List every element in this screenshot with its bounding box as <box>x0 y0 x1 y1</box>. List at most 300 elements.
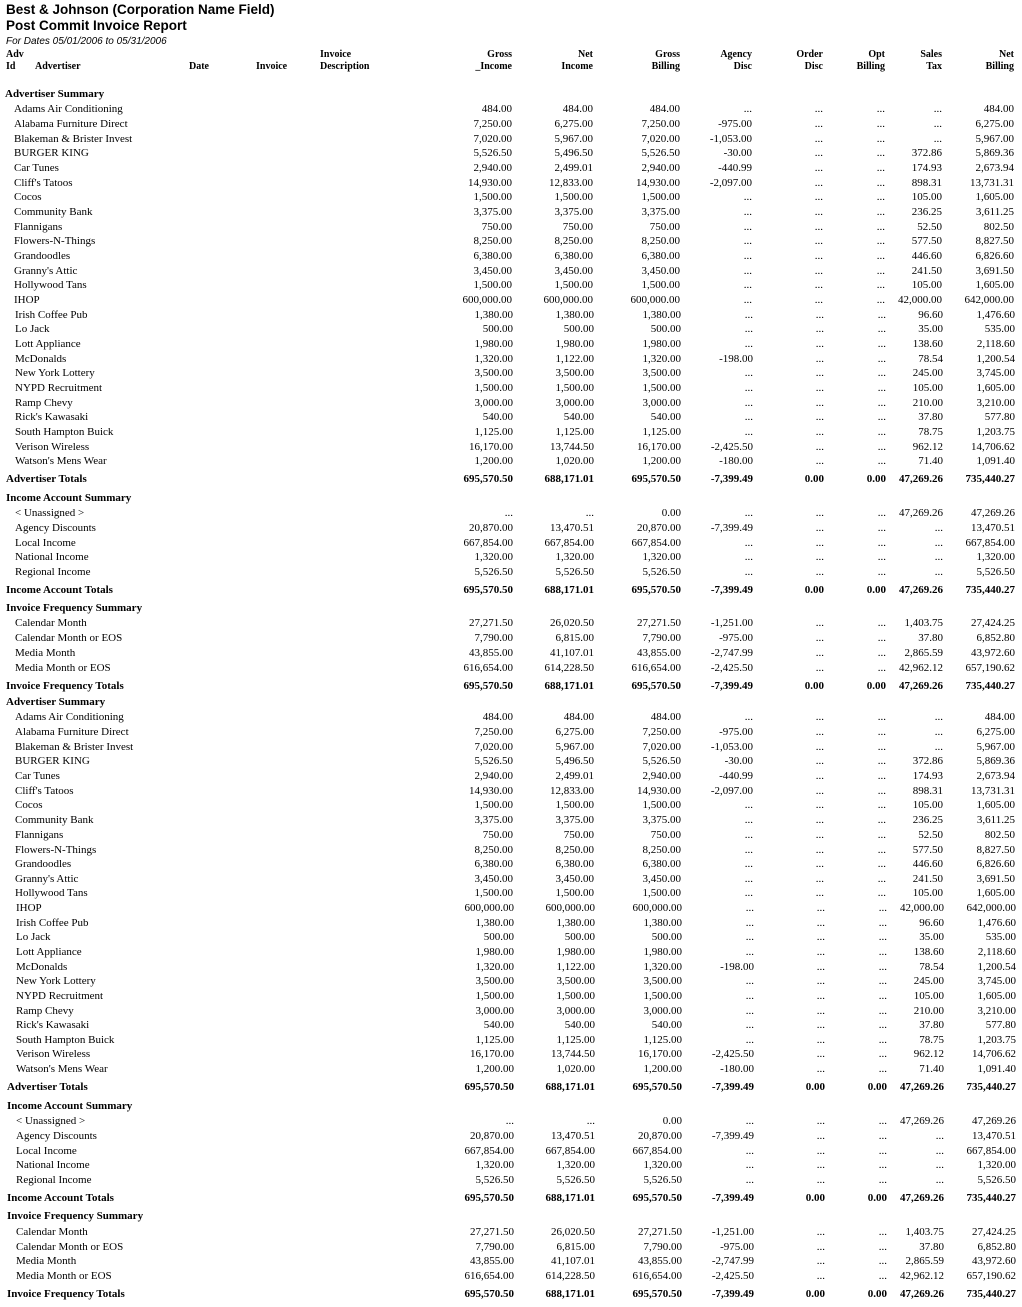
cell-net-billing: 1,605.00 <box>976 887 1015 899</box>
cell-net-income: 688,171.01 <box>544 584 594 596</box>
cell-sales-tax: 1,403.75 <box>905 1226 944 1238</box>
report-row <box>0 916 1022 930</box>
cell-opt-billing: ... <box>877 814 886 826</box>
row-label: Invoice Frequency Totals <box>7 1288 125 1300</box>
cell-gross-billing: 16,170.00 <box>638 1048 682 1060</box>
cell-order-disc: ... <box>815 814 824 826</box>
cell-opt-billing: ... <box>877 323 886 335</box>
cell-gross-billing: 3,500.00 <box>642 367 681 379</box>
cell-gross-billing: 1,320.00 <box>643 1159 682 1171</box>
report-row <box>0 440 1022 454</box>
cell-gross-income: 7,250.00 <box>474 726 513 738</box>
cell-sales-tax: 236.25 <box>911 206 942 218</box>
cell-net-billing: 484.00 <box>983 103 1014 115</box>
cell-net-billing: 27,424.25 <box>972 1226 1016 1238</box>
cell-net-income: 1,125.00 <box>555 426 594 438</box>
section-heading <box>0 491 1022 505</box>
cell-sales-tax: 47,269.26 <box>899 507 943 519</box>
cell-agency-disc: ... <box>745 946 754 958</box>
report-row <box>0 337 1022 351</box>
report-row <box>0 1004 1022 1018</box>
report-row <box>0 1129 1022 1143</box>
cell-agency-disc: -198.00 <box>719 353 753 365</box>
row-label: Lott Appliance <box>16 946 82 958</box>
cell-agency-disc: ... <box>745 902 754 914</box>
report-row <box>0 1269 1022 1283</box>
cell-gross-billing: 695,570.50 <box>631 584 681 596</box>
cell-opt-billing: ... <box>876 103 885 115</box>
cell-gross-billing: 1,380.00 <box>642 309 681 321</box>
cell-order-disc: ... <box>816 1270 825 1282</box>
cell-agency-disc: -440.99 <box>719 770 753 782</box>
report-row <box>0 1033 1022 1047</box>
cell-net-billing: 1,200.54 <box>976 353 1015 365</box>
row-label: Rick's Kawasaki <box>15 411 89 423</box>
row-label: Invoice Frequency Totals <box>6 680 124 692</box>
cell-agency-disc: -975.00 <box>718 118 752 130</box>
cell-agency-disc: -2,425.50 <box>711 1270 754 1282</box>
cell-opt-billing: ... <box>877 522 886 534</box>
row-label: IHOP <box>16 902 42 914</box>
cell-opt-billing: ... <box>878 931 887 943</box>
cell-opt-billing: ... <box>876 147 885 159</box>
cell-sales-tax: 105.00 <box>912 887 943 899</box>
row-label: Media Month or EOS <box>16 1270 112 1282</box>
report-row <box>0 536 1022 550</box>
row-label: Car Tunes <box>14 162 59 174</box>
cell-net-billing: 1,200.54 <box>977 961 1016 973</box>
cell-order-disc: ... <box>815 323 824 335</box>
cell-gross-income: 5,526.50 <box>474 755 513 767</box>
cell-net-income: ... <box>585 507 594 519</box>
cell-opt-billing: ... <box>876 133 885 145</box>
cell-order-disc: ... <box>816 1159 825 1171</box>
cell-gross-income: 3,000.00 <box>474 397 513 409</box>
cell-gross-income: 1,125.00 <box>474 426 513 438</box>
row-label: Media Month or EOS <box>15 662 111 674</box>
report-row <box>0 521 1022 535</box>
cell-gross-income: ... <box>505 1115 514 1127</box>
cell-agency-disc: -180.00 <box>719 455 753 467</box>
cell-sales-tax: ... <box>934 566 943 578</box>
cell-gross-billing: 1,500.00 <box>641 191 680 203</box>
report-row <box>0 843 1022 857</box>
cell-net-income: 12,833.00 <box>550 785 594 797</box>
cell-sales-tax: 105.00 <box>913 990 944 1002</box>
cell-agency-disc: -7,399.49 <box>711 1130 754 1142</box>
cell-sales-tax: 42,962.12 <box>899 662 943 674</box>
cell-gross-billing: 1,320.00 <box>643 961 682 973</box>
cell-gross-income: 1,980.00 <box>475 946 514 958</box>
cell-gross-billing: 5,526.50 <box>642 566 681 578</box>
cell-net-income: 667,854.00 <box>545 1145 595 1157</box>
cell-opt-billing: ... <box>878 1255 887 1267</box>
cell-net-billing: 5,967.00 <box>975 133 1014 145</box>
cell-net-income: 688,171.01 <box>544 473 594 485</box>
cell-opt-billing: ... <box>878 946 887 958</box>
cell-net-income: 6,275.00 <box>554 118 593 130</box>
cell-order-disc: ... <box>814 279 823 291</box>
section-title: Advertiser Summary <box>6 696 106 708</box>
report-row <box>0 322 1022 336</box>
cell-gross-income: 1,500.00 <box>474 382 513 394</box>
cell-opt-billing: ... <box>878 1241 887 1253</box>
cell-net-billing: 6,852.80 <box>976 632 1015 644</box>
cell-gross-income: 1,500.00 <box>473 279 512 291</box>
cell-agency-disc: -440.99 <box>718 162 752 174</box>
cell-opt-billing: ... <box>876 279 885 291</box>
cell-order-disc: ... <box>815 858 824 870</box>
cell-sales-tax: 78.54 <box>918 353 943 365</box>
report-row <box>0 249 1022 263</box>
report-row <box>0 506 1022 520</box>
cell-agency-disc: ... <box>745 975 754 987</box>
cell-gross-income: 16,170.00 <box>470 1048 514 1060</box>
row-label: Lo Jack <box>15 323 50 335</box>
cell-gross-income: 14,930.00 <box>469 785 513 797</box>
cell-gross-income: 6,380.00 <box>474 858 513 870</box>
cell-agency-disc: -7,399.49 <box>710 473 753 485</box>
cell-net-income: 1,500.00 <box>555 799 594 811</box>
row-label: BURGER KING <box>15 755 90 767</box>
report-row <box>0 960 1022 974</box>
cell-order-disc: ... <box>815 522 824 534</box>
cell-net-billing: 5,526.50 <box>977 1174 1016 1186</box>
cell-order-disc: ... <box>816 1145 825 1157</box>
cell-net-income: 3,000.00 <box>555 397 594 409</box>
cell-order-disc: ... <box>816 990 825 1002</box>
cell-net-billing: 1,203.75 <box>976 426 1015 438</box>
row-label: Grandoodles <box>14 250 71 262</box>
cell-net-income: 1,500.00 <box>554 191 593 203</box>
cell-net-billing: 802.50 <box>984 829 1015 841</box>
row-label: Media Month <box>15 647 76 659</box>
row-label: Watson's Mens Wear <box>16 1063 108 1075</box>
col-description-label-1: Invoice <box>320 49 352 60</box>
row-label: Local Income <box>15 537 76 549</box>
cell-gross-billing: 750.00 <box>650 829 681 841</box>
cell-gross-billing: 27,271.50 <box>638 1226 682 1238</box>
cell-gross-income: 1,500.00 <box>475 990 514 1002</box>
cell-gross-income: 3,375.00 <box>474 814 513 826</box>
cell-net-income: 12,833.00 <box>549 177 593 189</box>
cell-net-billing: 13,470.51 <box>971 522 1015 534</box>
cell-gross-billing: 7,790.00 <box>642 632 681 644</box>
cell-sales-tax: 245.00 <box>912 367 943 379</box>
cell-net-billing: 667,854.00 <box>965 537 1015 549</box>
cell-net-income: 3,450.00 <box>555 873 594 885</box>
cell-gross-billing: 2,940.00 <box>642 770 681 782</box>
cell-opt-billing: ... <box>877 829 886 841</box>
cell-net-income: 500.00 <box>563 323 594 335</box>
cell-gross-income: 1,380.00 <box>474 309 513 321</box>
cell-order-disc: ... <box>814 250 823 262</box>
cell-net-billing: 3,745.00 <box>976 367 1015 379</box>
row-label: NYPD Recruitment <box>16 990 104 1002</box>
section-title: Advertiser Summary <box>5 88 105 100</box>
cell-order-disc: ... <box>815 338 824 350</box>
cell-order-disc: ... <box>815 617 824 629</box>
cell-opt-billing: ... <box>878 961 887 973</box>
cell-opt-billing: ... <box>877 844 886 856</box>
cell-order-disc: ... <box>815 844 824 856</box>
cell-net-income: 1,320.00 <box>556 1159 595 1171</box>
report-row <box>0 1254 1022 1268</box>
cell-net-billing: 1,320.00 <box>977 1159 1016 1171</box>
cell-gross-income: 3,450.00 <box>474 873 513 885</box>
cell-opt-billing: ... <box>877 551 886 563</box>
cell-net-billing: 3,210.00 <box>976 397 1015 409</box>
cell-sales-tax: 37.80 <box>918 632 943 644</box>
cell-gross-billing: 1,500.00 <box>642 382 681 394</box>
cell-net-billing: 2,673.94 <box>976 770 1015 782</box>
cell-order-disc: ... <box>815 770 824 782</box>
cell-net-income: 6,815.00 <box>555 632 594 644</box>
cell-net-billing: 2,673.94 <box>975 162 1014 174</box>
report-row <box>0 1114 1022 1128</box>
cell-sales-tax: 105.00 <box>911 191 942 203</box>
cell-net-billing: 735,440.27 <box>966 1081 1016 1093</box>
report-row <box>0 176 1022 190</box>
cell-gross-billing: 8,250.00 <box>642 844 681 856</box>
row-label: Advertiser Totals <box>7 1081 88 1093</box>
cell-sales-tax: ... <box>934 537 943 549</box>
cell-gross-income: 8,250.00 <box>474 844 513 856</box>
report-row <box>0 205 1022 219</box>
row-label: Agency Discounts <box>15 522 96 534</box>
cell-gross-billing: 1,980.00 <box>642 338 681 350</box>
cell-sales-tax: 174.93 <box>911 162 942 174</box>
cell-agency-disc: ... <box>744 397 753 409</box>
cell-agency-disc: ... <box>743 279 752 291</box>
cell-order-disc: ... <box>815 566 824 578</box>
cell-gross-billing: 5,526.50 <box>643 1174 682 1186</box>
cell-sales-tax: 105.00 <box>912 799 943 811</box>
cell-net-income: 1,500.00 <box>554 279 593 291</box>
row-label: Hollywood Tans <box>15 887 88 899</box>
cell-opt-billing: ... <box>877 799 886 811</box>
cell-opt-billing: 0.00 <box>866 473 886 485</box>
cell-opt-billing: ... <box>876 191 885 203</box>
cell-opt-billing: ... <box>877 507 886 519</box>
cell-gross-billing: 7,020.00 <box>641 133 680 145</box>
cell-gross-billing: 16,170.00 <box>637 441 681 453</box>
cell-opt-billing: 0.00 <box>866 680 886 692</box>
row-label: Cocos <box>15 799 43 811</box>
cell-opt-billing: ... <box>877 338 886 350</box>
cell-net-income: 540.00 <box>564 1019 595 1031</box>
cell-gross-billing: 7,790.00 <box>643 1241 682 1253</box>
cell-agency-disc: ... <box>744 323 753 335</box>
cell-net-income: 5,967.00 <box>554 133 593 145</box>
cell-net-income: 13,470.51 <box>550 522 594 534</box>
cell-net-billing: 27,424.25 <box>971 617 1015 629</box>
cell-gross-income: 1,500.00 <box>474 887 513 899</box>
cell-order-disc: ... <box>816 1048 825 1060</box>
row-label: Cliff's Tatoos <box>14 177 73 189</box>
cell-net-income: 1,125.00 <box>556 1034 595 1046</box>
cell-agency-disc: ... <box>743 206 752 218</box>
row-label: Calendar Month or EOS <box>16 1241 124 1253</box>
cell-order-disc: ... <box>814 191 823 203</box>
cell-sales-tax: ... <box>933 118 942 130</box>
cell-agency-disc: ... <box>744 814 753 826</box>
cell-order-disc: ... <box>815 741 824 753</box>
cell-net-billing: 667,854.00 <box>966 1145 1016 1157</box>
section-heading <box>0 1099 1022 1113</box>
cell-sales-tax: 245.00 <box>913 975 944 987</box>
row-label: Flowers-N-Things <box>14 235 96 247</box>
cell-net-billing: 1,320.00 <box>976 551 1015 563</box>
row-label: Verison Wireless <box>16 1048 91 1060</box>
cell-gross-income: 43,855.00 <box>470 1255 514 1267</box>
cell-opt-billing: ... <box>876 294 885 306</box>
cell-order-disc: ... <box>815 647 824 659</box>
cell-opt-billing: ... <box>877 785 886 797</box>
report-row <box>0 740 1022 754</box>
cell-agency-disc: ... <box>745 1005 754 1017</box>
row-label: Hollywood Tans <box>14 279 87 291</box>
cell-opt-billing: ... <box>877 353 886 365</box>
cell-sales-tax: 446.60 <box>911 250 942 262</box>
cell-net-income: 3,375.00 <box>555 814 594 826</box>
cell-agency-disc: ... <box>745 1115 754 1127</box>
cell-gross-income: 616,654.00 <box>464 1270 514 1282</box>
cell-opt-billing: ... <box>876 177 885 189</box>
cell-agency-disc: ... <box>744 887 753 899</box>
cell-sales-tax: 37.80 <box>919 1019 944 1031</box>
cell-sales-tax: ... <box>934 551 943 563</box>
cell-net-billing: 3,210.00 <box>977 1005 1016 1017</box>
cell-net-billing: 47,269.26 <box>971 507 1015 519</box>
cell-gross-billing: 14,930.00 <box>636 177 680 189</box>
cell-opt-billing: ... <box>876 235 885 247</box>
cell-order-disc: ... <box>816 1255 825 1267</box>
cell-order-disc: ... <box>815 382 824 394</box>
cell-opt-billing: ... <box>876 250 885 262</box>
cell-gross-income: 750.00 <box>482 829 513 841</box>
cell-order-disc: ... <box>816 917 825 929</box>
cell-gross-billing: 20,870.00 <box>637 522 681 534</box>
cell-sales-tax: 47,269.26 <box>899 584 943 596</box>
cell-gross-income: 1,320.00 <box>474 551 513 563</box>
cell-net-income: 2,499.01 <box>554 162 593 174</box>
cell-net-income: 1,380.00 <box>555 309 594 321</box>
cell-order-disc: ... <box>815 309 824 321</box>
cell-sales-tax: 35.00 <box>918 323 943 335</box>
cell-sales-tax: 78.75 <box>918 426 943 438</box>
cell-opt-billing: ... <box>877 426 886 438</box>
cell-gross-income: 14,930.00 <box>468 177 512 189</box>
cell-opt-billing: ... <box>877 770 886 782</box>
cell-opt-billing: 0.00 <box>867 1192 887 1204</box>
cell-opt-billing: ... <box>876 265 885 277</box>
cell-net-billing: 642,000.00 <box>966 902 1016 914</box>
cell-gross-billing: 1,500.00 <box>642 887 681 899</box>
cell-gross-income: 5,526.50 <box>473 147 512 159</box>
cell-sales-tax: 138.60 <box>913 946 944 958</box>
section-heading <box>0 601 1022 615</box>
report-row <box>0 828 1022 842</box>
cell-net-billing: 3,611.25 <box>975 206 1014 218</box>
cell-gross-billing: 695,570.50 <box>632 1081 682 1093</box>
report-row <box>0 1225 1022 1239</box>
cell-agency-disc: ... <box>744 873 753 885</box>
cell-net-income: 614,228.50 <box>545 1270 595 1282</box>
totals-row <box>0 1191 1022 1205</box>
report-row <box>0 190 1022 204</box>
cell-opt-billing: ... <box>878 1048 887 1060</box>
cell-agency-disc: ... <box>744 858 753 870</box>
cell-opt-billing: ... <box>878 1270 887 1282</box>
cell-order-disc: ... <box>814 235 823 247</box>
cell-gross-billing: 43,855.00 <box>637 647 681 659</box>
cell-gross-income: 695,570.50 <box>463 584 513 596</box>
row-label: New York Lottery <box>15 367 95 379</box>
cell-order-disc: ... <box>814 147 823 159</box>
report-row <box>0 616 1022 630</box>
cell-gross-income: 3,000.00 <box>475 1005 514 1017</box>
cell-net-income: 1,500.00 <box>555 887 594 899</box>
col-invoice-label: Invoice <box>256 61 288 72</box>
cell-gross-income: 667,854.00 <box>463 537 513 549</box>
cell-net-income: 41,107.01 <box>550 647 594 659</box>
cell-opt-billing: ... <box>878 1145 887 1157</box>
row-label: Rick's Kawasaki <box>16 1019 90 1031</box>
cell-agency-disc: -975.00 <box>720 1241 754 1253</box>
cell-sales-tax: 210.00 <box>912 397 943 409</box>
cell-gross-income: 500.00 <box>482 323 513 335</box>
row-label: Income Account Totals <box>6 584 113 596</box>
report-row <box>0 1144 1022 1158</box>
cell-sales-tax: 47,269.26 <box>900 1115 944 1127</box>
cell-gross-billing: 3,375.00 <box>642 814 681 826</box>
cell-agency-disc: ... <box>744 411 753 423</box>
cell-order-disc: ... <box>815 829 824 841</box>
row-label: Calendar Month <box>16 1226 88 1238</box>
cell-gross-billing: 1,500.00 <box>643 990 682 1002</box>
row-label: Lott Appliance <box>15 338 81 350</box>
cell-net-billing: 6,826.60 <box>976 858 1015 870</box>
cell-sales-tax: ... <box>935 1174 944 1186</box>
row-label: NYPD Recruitment <box>15 382 103 394</box>
cell-agency-disc: -7,399.49 <box>710 584 753 596</box>
cell-agency-disc: -975.00 <box>719 632 753 644</box>
row-label: Alabama Furniture Direct <box>14 118 128 130</box>
section-title: Income Account Summary <box>6 492 132 504</box>
row-label: Grandoodles <box>15 858 72 870</box>
row-label: Flannigans <box>14 221 63 233</box>
cell-net-income: 667,854.00 <box>544 537 594 549</box>
cell-gross-income: 1,500.00 <box>473 191 512 203</box>
cell-net-income: 1,380.00 <box>556 917 595 929</box>
report-row <box>0 901 1022 915</box>
cell-net-income: 1,980.00 <box>555 338 594 350</box>
cell-opt-billing: ... <box>877 755 886 767</box>
cell-gross-income: 8,250.00 <box>473 235 512 247</box>
cell-order-disc: ... <box>814 265 823 277</box>
cell-order-disc: ... <box>815 755 824 767</box>
col-gross-billing-label-1: Gross <box>655 49 680 60</box>
cell-gross-billing: 616,654.00 <box>631 662 681 674</box>
cell-net-income: 500.00 <box>564 931 595 943</box>
cell-opt-billing: ... <box>877 397 886 409</box>
cell-gross-billing: 14,930.00 <box>637 785 681 797</box>
cell-gross-billing: 540.00 <box>650 411 681 423</box>
cell-sales-tax: 47,269.26 <box>899 680 943 692</box>
cell-opt-billing: ... <box>878 1034 887 1046</box>
cell-order-disc: ... <box>815 799 824 811</box>
